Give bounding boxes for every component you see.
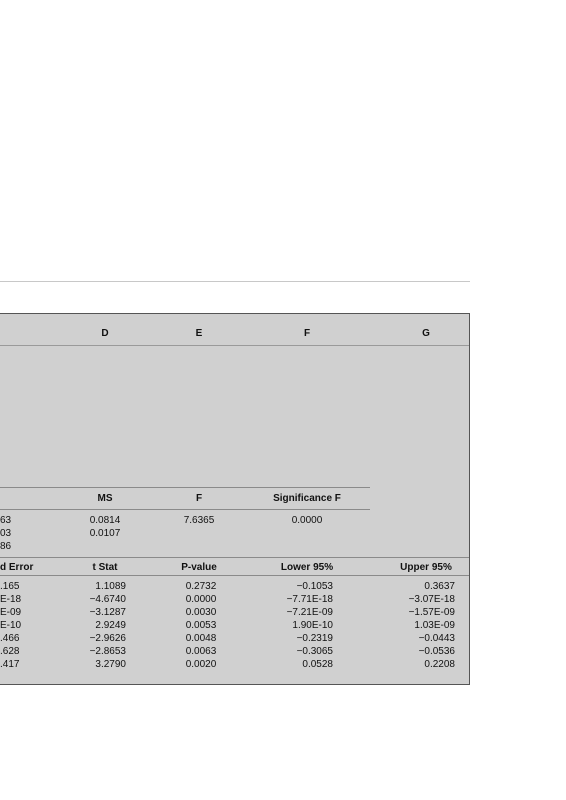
column-header-f: F xyxy=(303,328,311,339)
coef-cell-t-stat: 3.2790 xyxy=(95,659,126,670)
coef-cell-lower: 0.0528 xyxy=(302,659,333,670)
coef-cell-t-stat: 2.9249 xyxy=(95,620,126,631)
coefficients-top-rule xyxy=(0,557,469,558)
coef-cell-p-value: 0.0063 xyxy=(185,646,217,657)
coef-cell-std-error: .466 xyxy=(0,633,20,644)
coef-cell-upper: −1.57E-09 xyxy=(408,607,455,618)
coef-cell-lower: 1.90E-10 xyxy=(292,620,333,631)
top-divider xyxy=(0,281,470,282)
coef-cell-std-error: E-10 xyxy=(0,620,22,631)
anova-header-significance-f: Significance F xyxy=(273,493,341,504)
coef-header-p-value: P-value xyxy=(181,562,217,573)
column-header-row xyxy=(0,314,469,346)
coef-cell-p-value: 0.0030 xyxy=(185,607,217,618)
coef-header-t-stat: t Stat xyxy=(92,562,118,573)
regression-output-sheet xyxy=(0,313,470,685)
coef-cell-t-stat: −2.9626 xyxy=(89,633,126,644)
coef-cell-std-error: E-18 xyxy=(0,594,22,605)
coef-cell-p-value: 0.2732 xyxy=(185,581,217,592)
anova-top-rule xyxy=(0,487,370,488)
coef-header-std-error: d Error xyxy=(0,562,34,573)
coef-cell-upper: −3.07E-18 xyxy=(408,594,455,605)
coef-cell-upper: −0.0443 xyxy=(418,633,455,644)
anova-significance-f-value: 0.0000 xyxy=(291,515,323,526)
coef-cell-lower: −0.2319 xyxy=(296,633,333,644)
anova-ms-regression: 0.0814 xyxy=(89,515,121,526)
coefficients-header-rule xyxy=(0,575,469,576)
anova-header-rule xyxy=(0,509,370,510)
coef-cell-upper: 0.3637 xyxy=(424,581,455,592)
coef-cell-lower: −7.21E-09 xyxy=(286,607,333,618)
anova-ms-residual: 0.0107 xyxy=(89,528,121,539)
coef-cell-p-value: 0.0000 xyxy=(185,594,217,605)
coef-cell-p-value: 0.0048 xyxy=(185,633,217,644)
anova-header-f: F xyxy=(195,493,203,504)
anova-header-ms: MS xyxy=(97,493,113,504)
anova-cut-cell: 03 xyxy=(0,528,12,539)
coef-cell-std-error: .417 xyxy=(0,659,20,670)
column-header-d: D xyxy=(101,328,109,339)
coef-cell-std-error: .165 xyxy=(0,581,20,592)
coef-cell-upper: −0.0536 xyxy=(418,646,455,657)
coef-cell-t-stat: −2.8653 xyxy=(89,646,126,657)
anova-cut-cell: 86 xyxy=(0,541,12,552)
coef-cell-upper: 1.03E-09 xyxy=(414,620,455,631)
coef-cell-p-value: 0.0020 xyxy=(185,659,217,670)
anova-cut-cell: 63 xyxy=(0,515,12,526)
coef-cell-t-stat: −3.1287 xyxy=(89,607,126,618)
anova-f-value: 7.6365 xyxy=(183,515,215,526)
coef-cell-lower: −0.1053 xyxy=(296,581,333,592)
coef-cell-std-error: .628 xyxy=(0,646,20,657)
coef-cell-p-value: 0.0053 xyxy=(185,620,217,631)
column-header-e: E xyxy=(195,328,203,339)
coef-cell-t-stat: −4.6740 xyxy=(89,594,126,605)
coef-cell-upper: 0.2208 xyxy=(424,659,455,670)
coef-cell-std-error: E-09 xyxy=(0,607,22,618)
coef-header-lower-95: Lower 95% xyxy=(280,562,334,573)
column-header-g: G xyxy=(422,328,430,339)
coef-header-upper-95: Upper 95% xyxy=(400,562,452,573)
coef-cell-t-stat: 1.1089 xyxy=(95,581,126,592)
coef-cell-lower: −7.71E-18 xyxy=(286,594,333,605)
coef-cell-lower: −0.3065 xyxy=(296,646,333,657)
